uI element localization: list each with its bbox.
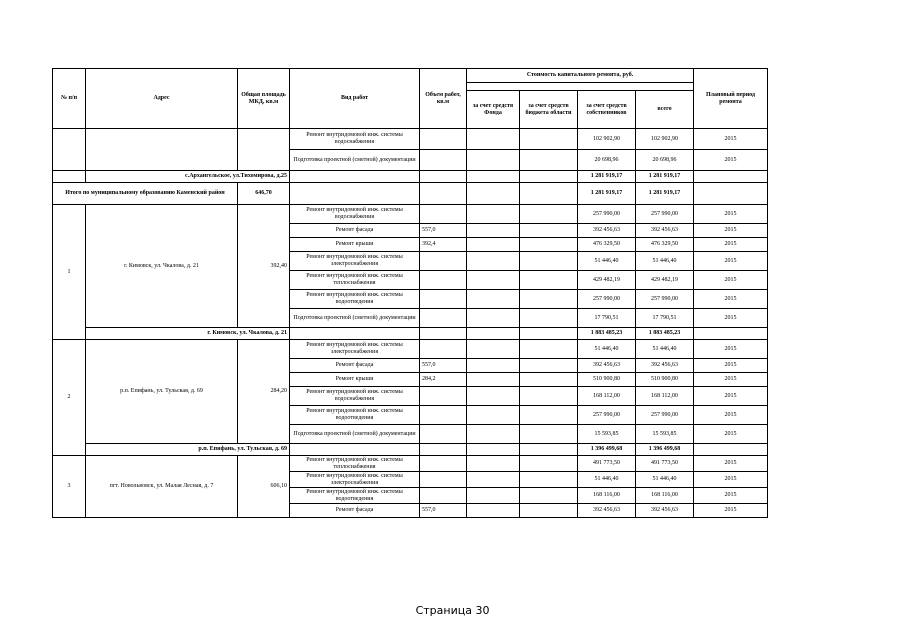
- cell-year: 2015: [694, 129, 768, 150]
- cell-work: [290, 444, 420, 456]
- cell-year: 2015: [694, 472, 768, 488]
- cell-budget: [520, 150, 578, 171]
- cell-work: Подготовка проектной (сметной) документации: [290, 425, 420, 444]
- cell-year: 2015: [694, 205, 768, 224]
- group-area: 606,10: [238, 456, 290, 518]
- cell-volume: [420, 171, 467, 183]
- cell-total: 102 902,90: [636, 129, 694, 150]
- cell-work: Ремонт внутридомовой инж. системы электроснабжения: [290, 340, 420, 359]
- cell-year: [694, 171, 768, 183]
- cell-total: 257 990,00: [636, 406, 694, 425]
- cell-fund: [467, 205, 520, 224]
- cell-owners: 392 456,63: [578, 224, 636, 238]
- cell-budget: [520, 340, 578, 359]
- cell-num: [53, 171, 86, 183]
- cell-volume: 557,0: [420, 224, 467, 238]
- header-owners: за счет средств собственников: [578, 91, 636, 129]
- group-area: 392,40: [238, 205, 290, 328]
- cell-budget: [520, 504, 578, 518]
- district-total-owners: 1 281 919,17: [578, 183, 636, 205]
- cell-year: 2015: [694, 406, 768, 425]
- cell-owners: 15 593,85: [578, 425, 636, 444]
- cell-volume: [420, 444, 467, 456]
- cell-fund: [467, 425, 520, 444]
- group-address: г. Кимовск, ул. Чкалова, д. 21: [86, 205, 238, 328]
- subtotal-label: р.п. Епифань, ул. Тульская, д. 69: [86, 444, 290, 456]
- cell-volume: [420, 290, 467, 309]
- cell-budget: [520, 271, 578, 290]
- cell-total: 51 446,40: [636, 252, 694, 271]
- cell-year: 2015: [694, 504, 768, 518]
- cell-year: 2015: [694, 373, 768, 387]
- cell-year: 2015: [694, 150, 768, 171]
- cell-budget: [520, 359, 578, 373]
- cell-fund: [467, 406, 520, 425]
- cell-work: Ремонт внутридомовой инж. системы электроснабжения: [290, 472, 420, 488]
- header-address: Адрес: [86, 69, 238, 129]
- cell-owners: 510 900,80: [578, 373, 636, 387]
- cell-year: 2015: [694, 359, 768, 373]
- cell-work: Ремонт фасада: [290, 224, 420, 238]
- cell-year: 2015: [694, 488, 768, 504]
- header-volume: Объем работ, кв.м: [420, 69, 467, 129]
- cell-fund: [467, 444, 520, 456]
- cell-fund: [467, 340, 520, 359]
- cell-address: [86, 129, 238, 171]
- cell-work: Ремонт внутридомовой инж. системы теплоснабжения: [290, 271, 420, 290]
- cell-volume: [420, 456, 467, 472]
- cell-owners: 491 773,50: [578, 456, 636, 472]
- group-num: 2: [53, 340, 86, 456]
- cell-volume: [420, 488, 467, 504]
- cell-year: 2015: [694, 340, 768, 359]
- cell-budget: [520, 373, 578, 387]
- cell-fund: [467, 387, 520, 406]
- cell-budget: [520, 183, 578, 205]
- cell-total: 51 446,40: [636, 340, 694, 359]
- cell-work: Ремонт крыши: [290, 238, 420, 252]
- header-spacer: [467, 83, 694, 91]
- cell-owners: 51 446,40: [578, 340, 636, 359]
- cell-owners: 20 698,96: [578, 150, 636, 171]
- cell-work: Ремонт внутридомовой инж. системы водоотведения: [290, 290, 420, 309]
- cell-fund: [467, 472, 520, 488]
- header-total: всего: [636, 91, 694, 129]
- cell-budget: [520, 309, 578, 328]
- subtotal-owners: 1 281 919,17: [578, 171, 636, 183]
- cell-volume: [420, 406, 467, 425]
- cell-fund: [467, 171, 520, 183]
- cell-volume: 284,2: [420, 373, 467, 387]
- cell-owners: 257 990,00: [578, 406, 636, 425]
- cell-volume: [420, 425, 467, 444]
- cell-total: 491 773,50: [636, 456, 694, 472]
- cell-budget: [520, 406, 578, 425]
- cell-total: 476 329,50: [636, 238, 694, 252]
- header-num: № п/п: [53, 69, 86, 129]
- group-num: 3: [53, 456, 86, 518]
- cell-volume: [420, 205, 467, 224]
- cell-work: [290, 171, 420, 183]
- cell-volume: [420, 328, 467, 340]
- cell-work: Ремонт внутридомовой инж. системы водоснабжения: [290, 387, 420, 406]
- cell-budget: [520, 387, 578, 406]
- cell-year: [694, 444, 768, 456]
- cell-volume: 557,0: [420, 359, 467, 373]
- cell-year: 2015: [694, 456, 768, 472]
- cell-total: 392 456,63: [636, 224, 694, 238]
- header-fund: за счет средств Фонда: [467, 91, 520, 129]
- cell-fund: [467, 129, 520, 150]
- cell-work: Ремонт внутридомовой инж. системы водоотведения: [290, 488, 420, 504]
- cell-fund: [467, 150, 520, 171]
- cell-year: 2015: [694, 387, 768, 406]
- cell-budget: [520, 290, 578, 309]
- cell-work: Подготовка проектной (сметной) документации: [290, 309, 420, 328]
- cell-work: Ремонт внутридомовой инж. системы водоотведения: [290, 406, 420, 425]
- cell-total: 510 900,80: [636, 373, 694, 387]
- cell-work: [290, 328, 420, 340]
- cell-owners: 51 446,40: [578, 252, 636, 271]
- cell-owners: 17 790,51: [578, 309, 636, 328]
- cell-volume: [420, 183, 467, 205]
- cell-work: Ремонт внутридомовой инж. системы электроснабжения: [290, 252, 420, 271]
- cell-year: 2015: [694, 271, 768, 290]
- subtotal-total: 1 281 919,17: [636, 171, 694, 183]
- cell-work: Ремонт крыши: [290, 373, 420, 387]
- cell-fund: [467, 238, 520, 252]
- cell-owners: 102 902,90: [578, 129, 636, 150]
- cell-owners: 392 456,63: [578, 504, 636, 518]
- cell-total: 17 790,51: [636, 309, 694, 328]
- cell-volume: [420, 472, 467, 488]
- cell-fund: [467, 359, 520, 373]
- cell-total: 168 112,00: [636, 387, 694, 406]
- cell-budget: [520, 488, 578, 504]
- cell-total: 168 116,00: [636, 488, 694, 504]
- header-area: Общая площадь МКД, кв.м: [238, 69, 290, 129]
- subtotal-owners: 1 396 499,68: [578, 444, 636, 456]
- cell-owners: 257 990,00: [578, 290, 636, 309]
- cell-year: 2015: [694, 238, 768, 252]
- cell-volume: [420, 340, 467, 359]
- cell-volume: [420, 271, 467, 290]
- header-work-type: Вид работ: [290, 69, 420, 129]
- cell-fund: [467, 290, 520, 309]
- cell-volume: 557,0: [420, 504, 467, 518]
- cell-fund: [467, 328, 520, 340]
- cell-fund: [467, 488, 520, 504]
- cell-budget: [520, 171, 578, 183]
- cell-fund: [467, 271, 520, 290]
- cell-total: 257 990,00: [636, 290, 694, 309]
- cell-volume: [420, 129, 467, 150]
- cell-fund: [467, 373, 520, 387]
- cell-budget: [520, 224, 578, 238]
- group-address: пгт. Новольвовск, ул. Малая Лесная, д. 7: [86, 456, 238, 518]
- district-total-label: Итого по муниципальному образованию Каменский район: [53, 183, 238, 205]
- cell-fund: [467, 183, 520, 205]
- cell-year: 2015: [694, 290, 768, 309]
- district-total-area: 646,70: [238, 183, 290, 205]
- cell-fund: [467, 456, 520, 472]
- cell-volume: [420, 252, 467, 271]
- cell-fund: [467, 504, 520, 518]
- cell-year: 2015: [694, 252, 768, 271]
- cell-fund: [467, 309, 520, 328]
- cell-total: 392 456,63: [636, 359, 694, 373]
- cell-owners: 476 329,50: [578, 238, 636, 252]
- capital-repair-table: [52, 68, 768, 518]
- cell-budget: [520, 328, 578, 340]
- cell-budget: [520, 238, 578, 252]
- cell-volume: [420, 150, 467, 171]
- cell-owners: 168 116,00: [578, 488, 636, 504]
- cell-total: 392 456,63: [636, 504, 694, 518]
- cell-volume: 392,4: [420, 238, 467, 252]
- group-area: 284,20: [238, 340, 290, 444]
- cell-budget: [520, 129, 578, 150]
- cell-work: Ремонт внутридомовой инж. системы водоснабжения: [290, 129, 420, 150]
- cell-owners: 168 112,00: [578, 387, 636, 406]
- header-planned-period: Плановый период ремонта: [694, 69, 768, 129]
- cell-fund: [467, 224, 520, 238]
- cell-year: 2015: [694, 425, 768, 444]
- cell-budget: [520, 444, 578, 456]
- cell-total: 429 482,19: [636, 271, 694, 290]
- subtotal-label: г. Кимовск, ул. Чкалова, д. 21: [86, 328, 290, 340]
- cell-year: 2015: [694, 309, 768, 328]
- cell-year: 2015: [694, 224, 768, 238]
- subtotal-owners: 1 883 485,23: [578, 328, 636, 340]
- cell-budget: [520, 205, 578, 224]
- cell-budget: [520, 252, 578, 271]
- subtotal-total: 1 883 485,23: [636, 328, 694, 340]
- cell-work: Ремонт внутридомовой инж. системы теплоснабжения: [290, 456, 420, 472]
- cell-total: 51 446,40: [636, 472, 694, 488]
- cell-work: Ремонт фасада: [290, 359, 420, 373]
- subtotal-total: 1 396 499,68: [636, 444, 694, 456]
- cell-work: [290, 183, 420, 205]
- cell-volume: [420, 387, 467, 406]
- cell-budget: [520, 456, 578, 472]
- cell-work: Ремонт внутридомовой инж. системы водоснабжения: [290, 205, 420, 224]
- subtotal-label: с.Архангельское, ул.Тихомирова, д.25: [86, 171, 290, 183]
- cell-year: [694, 183, 768, 205]
- page-number: Страница 30: [415, 604, 490, 617]
- header-cost-group: Стоимость капитального ремонта, руб.: [467, 69, 694, 83]
- cell-area: [238, 129, 290, 171]
- group-num: 1: [53, 205, 86, 340]
- cell-budget: [520, 425, 578, 444]
- cell-work: Подготовка проектной (сметной) документации: [290, 150, 420, 171]
- cell-owners: 257 990,00: [578, 205, 636, 224]
- cell-fund: [467, 252, 520, 271]
- cell-total: 20 698,96: [636, 150, 694, 171]
- cell-owners: 51 446,40: [578, 472, 636, 488]
- cell-work: Ремонт фасада: [290, 504, 420, 518]
- cell-budget: [520, 472, 578, 488]
- cell-num: [53, 129, 86, 171]
- cell-owners: 392 456,63: [578, 359, 636, 373]
- group-address: р.п. Епифань, ул. Тульская, д. 69: [86, 340, 238, 444]
- cell-year: [694, 328, 768, 340]
- cell-owners: 429 482,19: [578, 271, 636, 290]
- header-budget: за счет средств бюджета области: [520, 91, 578, 129]
- district-total-total: 1 281 919,17: [636, 183, 694, 205]
- cell-volume: [420, 309, 467, 328]
- cell-total: 257 990,00: [636, 205, 694, 224]
- cell-total: 15 593,85: [636, 425, 694, 444]
